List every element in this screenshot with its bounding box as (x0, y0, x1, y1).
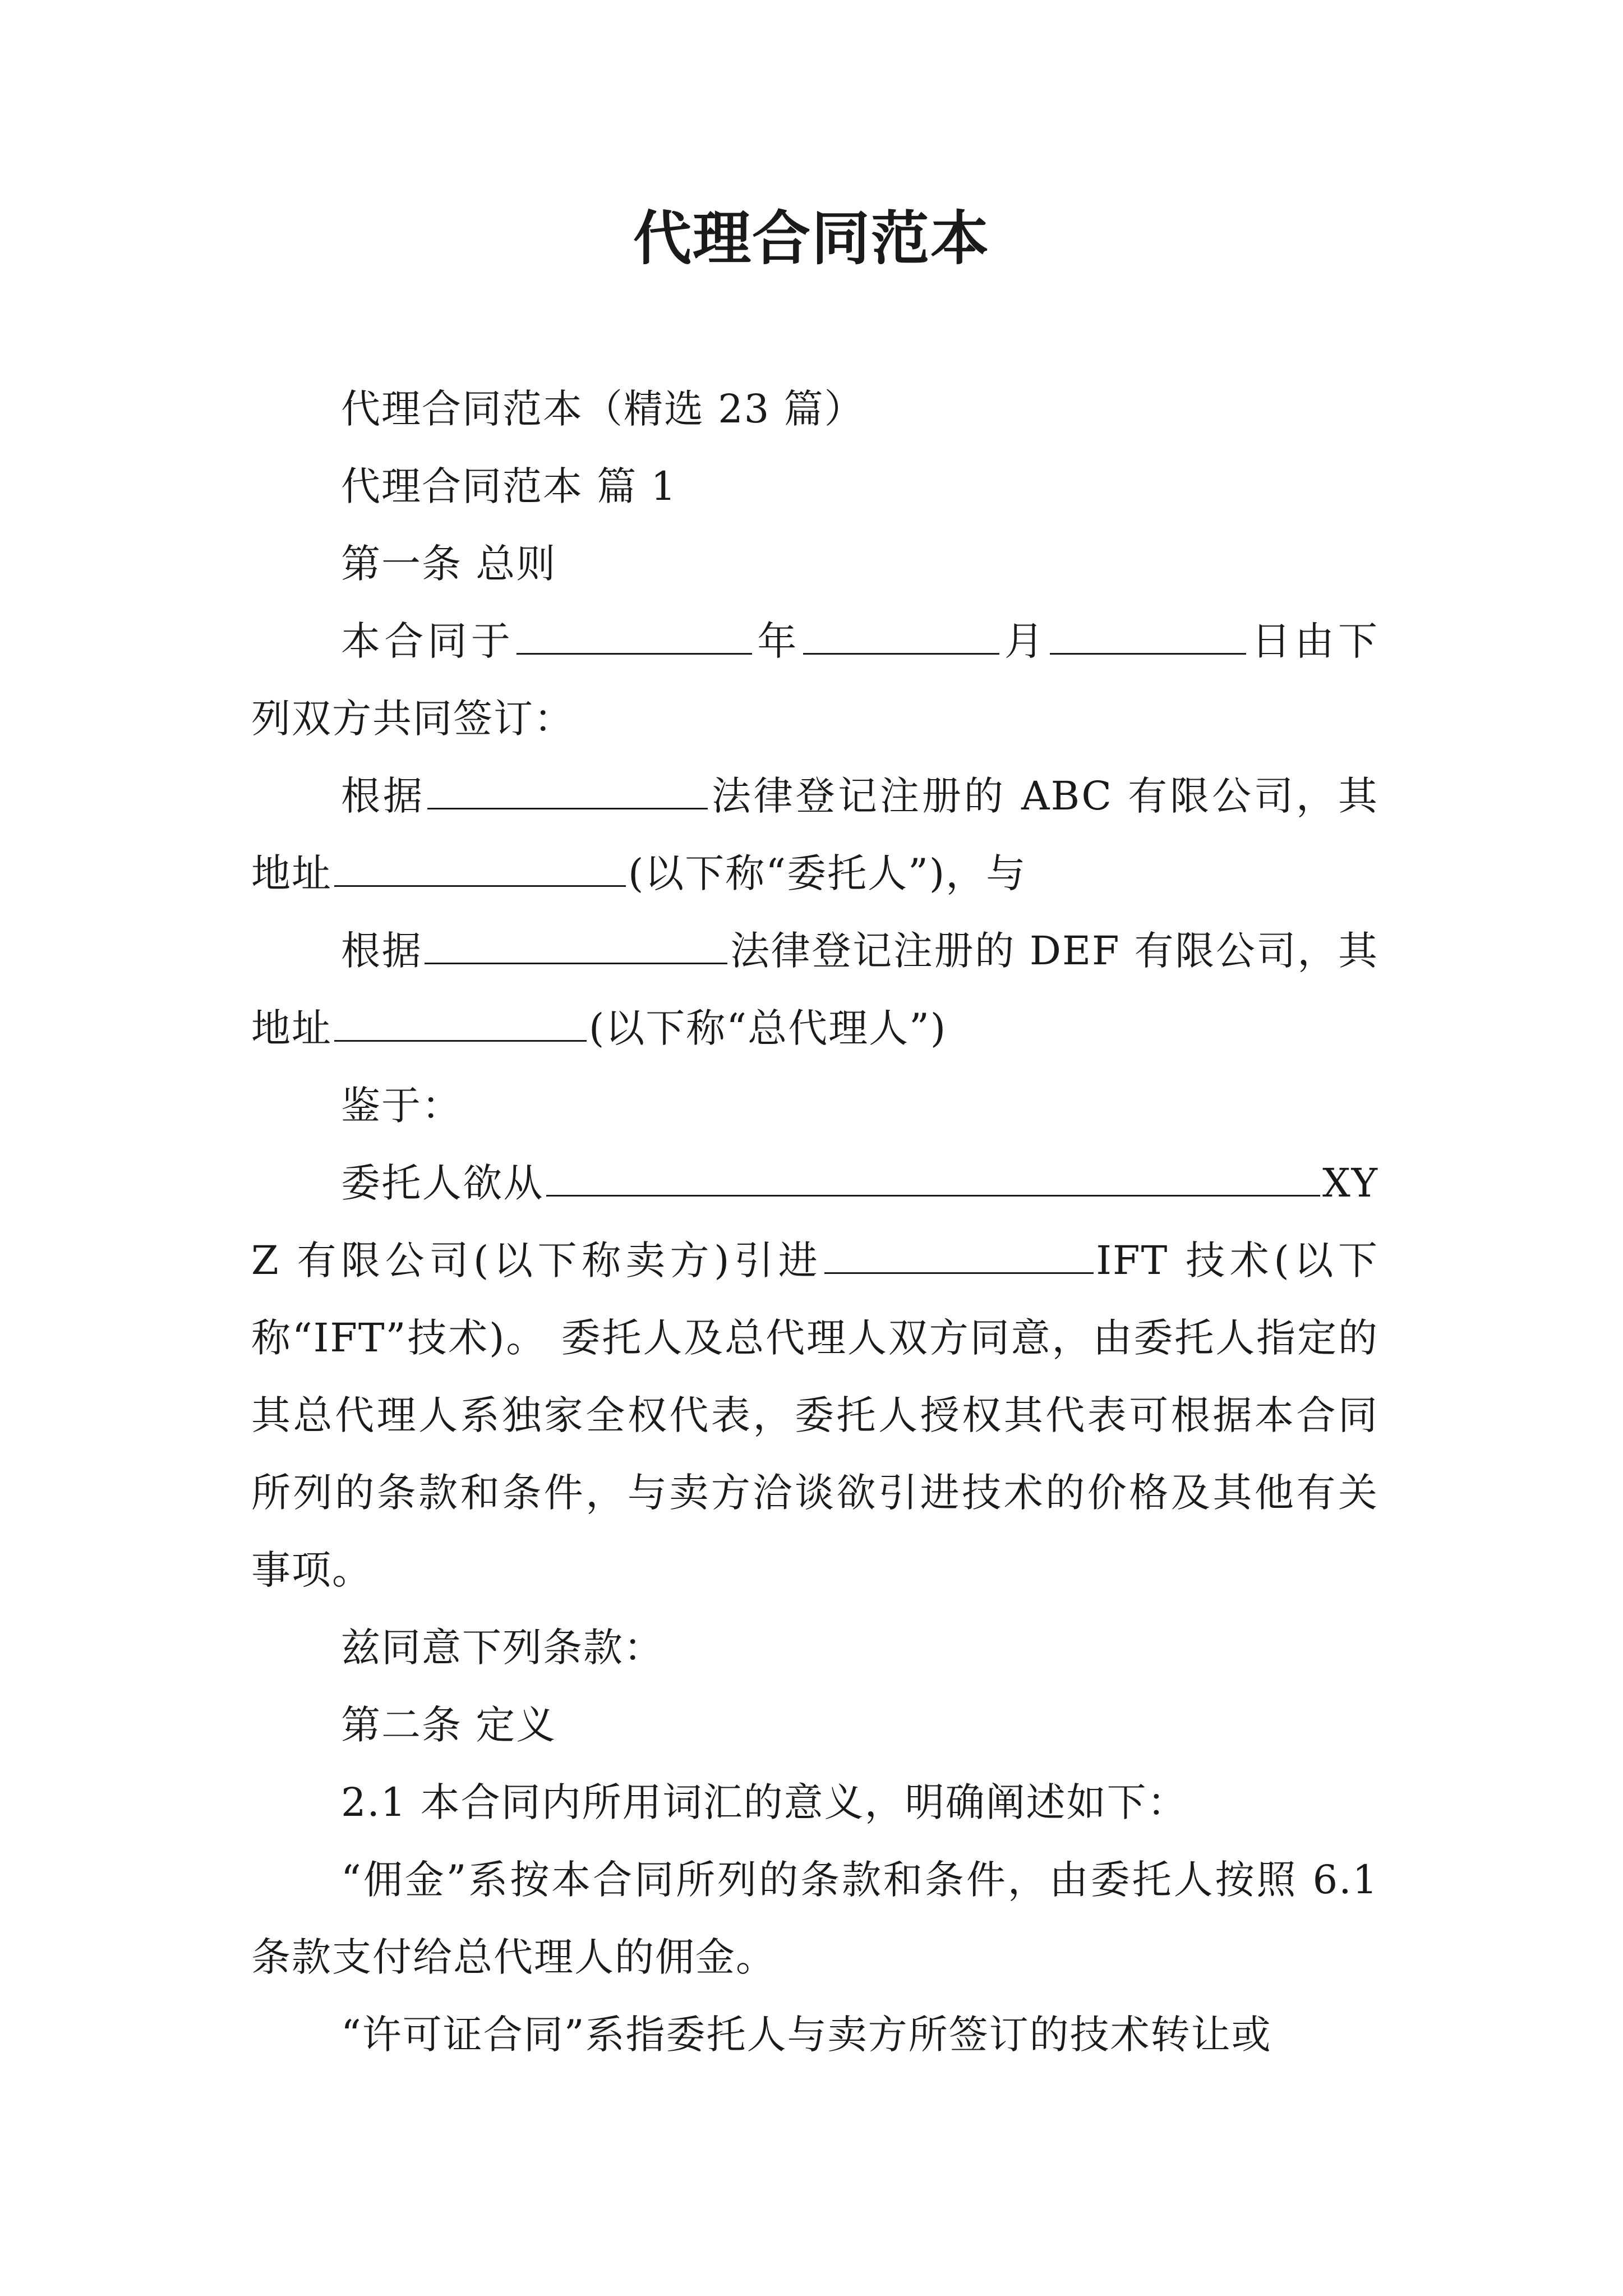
paragraph-text: 2.1 本合同内所用词汇的意义，明确阐述如下： (341, 1779, 1188, 1825)
paragraph-text: 委托人欲从 (341, 1160, 544, 1206)
paragraph-p6 (251, 912, 1378, 1067)
fill-in-blank (425, 930, 727, 964)
paragraph-text: “佣金”系按本合同所列的条款和条件，由委托人按照 6.1 条款支付给总代理人的佣金。 (251, 1857, 1378, 1980)
paragraph-text: IFT 技术(以下称“IFT”技术)。 委托人及总代理人双方同意，由委托人指定的其总代理人系独家全权代表，委托人授权其代表可根据本合同所列的条款和条件，与卖方洽谈欲引进技术的价格及其他有关事项。 (251, 1237, 1378, 1593)
fill-in-blank (1050, 620, 1246, 655)
paragraph-text: 本合同于 (341, 618, 515, 664)
paragraph-p10 (251, 1686, 1378, 1764)
fill-in-blank (824, 1240, 1094, 1274)
paragraph-text: 年 (754, 618, 801, 664)
paragraph-p9 (251, 1609, 1378, 1686)
paragraph-text: “许可证合同”系指委托人与卖方所签订的技术转让或 (341, 2012, 1272, 2058)
paragraph-text: 第二条 定义 (341, 1702, 557, 1748)
document-body (251, 370, 1378, 2073)
paragraph-text: 第一条 总则 (341, 541, 557, 587)
paragraph-p11 (251, 1764, 1378, 1841)
paragraph-text: 兹同意下列条款： (341, 1625, 664, 1671)
fill-in-blank (517, 620, 752, 655)
paragraph-p12 (251, 1841, 1378, 1996)
fill-in-blank (803, 620, 999, 655)
paragraph-p13 (251, 1996, 1378, 2073)
document-title: 代理合同范本 (633, 204, 990, 273)
paragraph-p4 (251, 602, 1378, 757)
paragraph-p5 (251, 757, 1378, 912)
paragraph-text: XYZ 有限公司(以下称卖方)引进 (251, 1160, 1378, 1283)
paragraph-text: 根据 (341, 773, 425, 819)
fill-in-blank (334, 1007, 587, 1042)
paragraph-text: (以下称“总代理人”) (589, 1005, 947, 1051)
paragraph-text: 代理合同范本（精选 23 篇） (341, 386, 865, 432)
paragraph-p1 (251, 370, 1378, 448)
paragraph-text: 代理合同范本 篇 1 (341, 463, 677, 509)
paragraph-p3 (251, 525, 1378, 602)
paragraph-text: 月 (1001, 618, 1048, 664)
fill-in-blank (427, 775, 708, 809)
paragraph-text: 法律登记注册的 ABC 有限公司，其地址 (251, 773, 1379, 896)
paragraph-text: 法律登记注册的 DEF 有限公司，其地址 (251, 928, 1379, 1051)
paragraph-p2 (251, 448, 1378, 525)
paragraph-text: 日由下列双方共同签订： (251, 618, 1379, 742)
paragraph-text: 鉴于： (341, 1083, 462, 1129)
fill-in-blank (546, 1162, 1320, 1197)
paragraph-p7 (251, 1067, 1378, 1144)
paragraph-p8 (251, 1144, 1378, 1609)
paragraph-text: (以下称“委托人”)，与 (628, 850, 1027, 896)
fill-in-blank (334, 853, 626, 887)
paragraph-text: 根据 (341, 928, 423, 974)
